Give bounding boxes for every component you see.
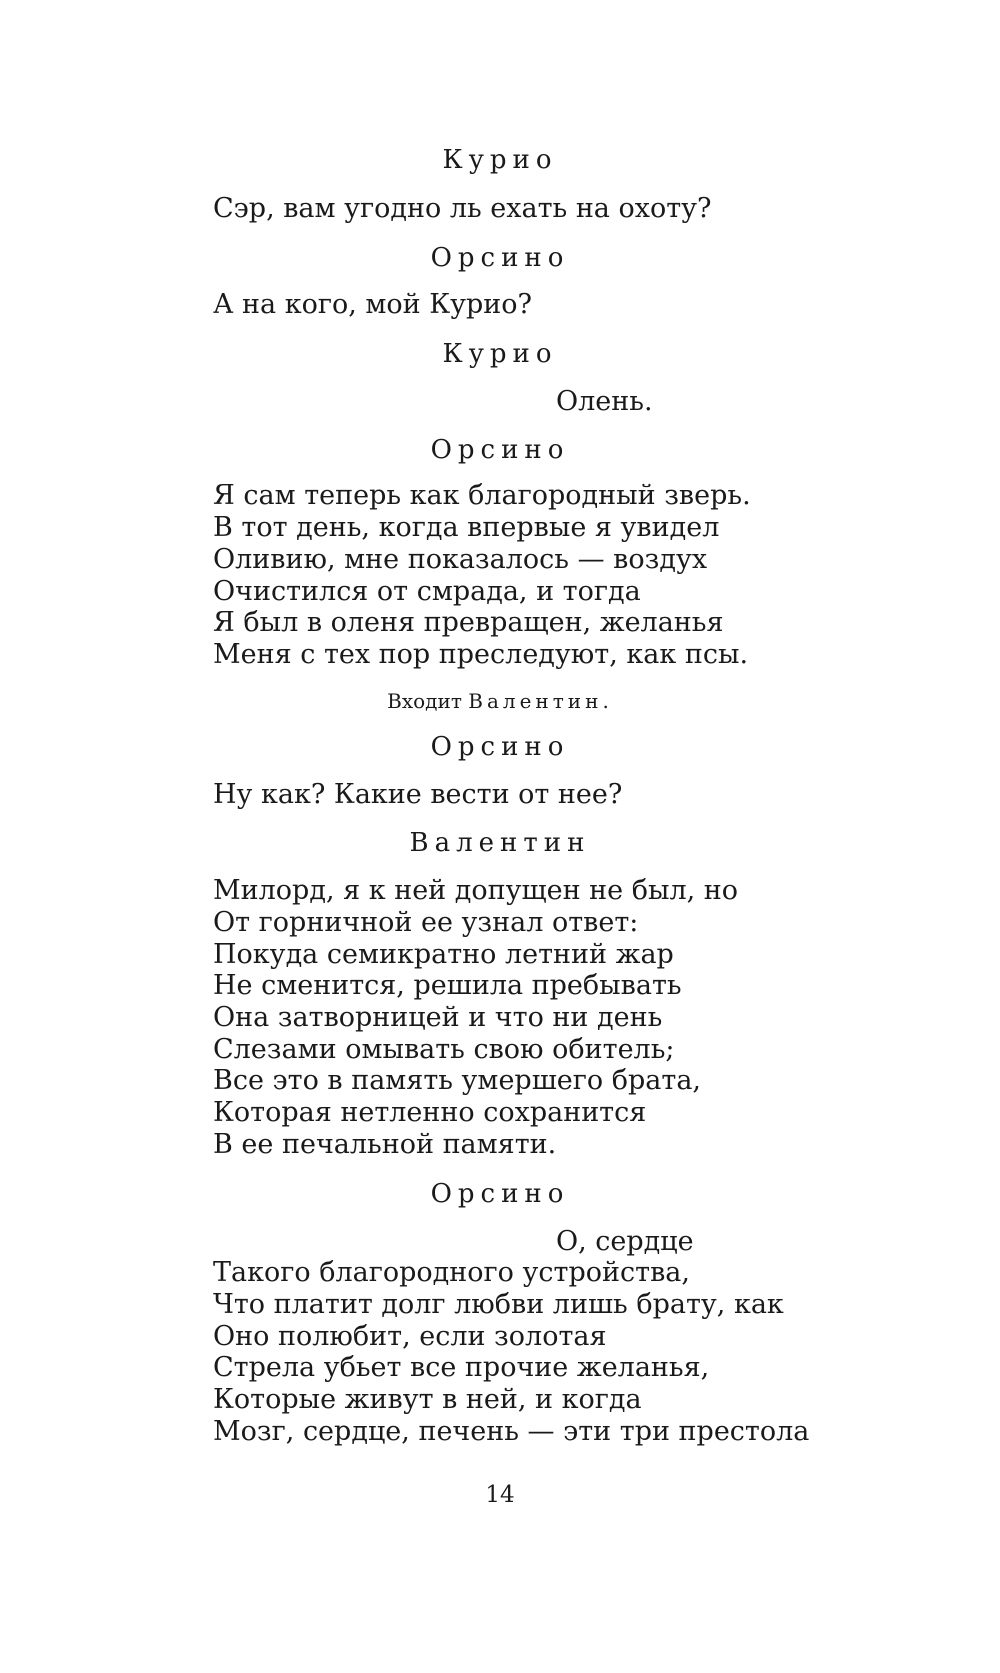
verse-line: Меня с тех пор преследуют, как псы. xyxy=(213,639,749,670)
verse-line: Оливию, мне показалось — воздух xyxy=(213,544,708,575)
verse-line: Ну как? Какие вести от нее? xyxy=(213,779,623,810)
page-number: 14 xyxy=(485,1482,515,1508)
verse-line: Олень. xyxy=(556,386,653,417)
speaker-name: Курио xyxy=(442,145,558,175)
verse-line: В тот день, когда впервые я увидел xyxy=(213,512,720,543)
verse-line: Которые живут в ней, и когда xyxy=(213,1384,642,1415)
verse-line: Я сам теперь как благородный зверь. xyxy=(213,480,751,511)
verse-line: Сэр, вам угодно ль ехать на охоту? xyxy=(213,193,712,224)
verse-line: Все это в память умершего брата, xyxy=(213,1065,702,1096)
verse-line: Что платит долг любви лишь брату, как xyxy=(213,1289,784,1320)
verse-line: Покуда семикратно летний жар xyxy=(213,939,674,970)
verse-line: От горничной ее узнал ответ: xyxy=(213,907,639,938)
speaker-name: Курио xyxy=(442,339,558,369)
verse-line: Которая нетленно сохранится xyxy=(213,1097,647,1128)
verse-line: Очистился от смрада, и тогда xyxy=(213,576,641,607)
verse-line: Мозг, сердце, печень — эти три престола xyxy=(213,1416,810,1447)
verse-line: В ее печальной памяти. xyxy=(213,1129,557,1160)
verse-line: Оно полюбит, если золотая xyxy=(213,1321,607,1352)
verse-line: Такого благородного устройства, xyxy=(213,1257,690,1288)
verse-line: О, сердце xyxy=(556,1226,694,1257)
verse-line: Она затворницей и что ни день xyxy=(213,1002,663,1033)
speaker-name: Валентин xyxy=(409,828,591,858)
stage-direction-character: Валентин. xyxy=(468,689,613,713)
verse-line: Милорд, я к ней допущен не был, но xyxy=(213,875,739,906)
verse-line: Стрела убьет все прочие желанья, xyxy=(213,1352,710,1383)
verse-line: Не сменится, решила пребывать xyxy=(213,970,682,1001)
speaker-name: Орсино xyxy=(430,732,570,762)
verse-line: Я был в оленя превращен, желанья xyxy=(213,607,724,638)
stage-direction xyxy=(0,687,1000,715)
speaker-name: Орсино xyxy=(430,1179,570,1209)
verse-line: А на кого, мой Курио? xyxy=(213,289,533,320)
speaker-name: Орсино xyxy=(430,435,570,465)
stage-direction-text: Входит xyxy=(387,689,462,713)
verse-line: Слезами омывать свою обитель; xyxy=(213,1034,675,1065)
speaker-name: Орсино xyxy=(430,243,570,273)
